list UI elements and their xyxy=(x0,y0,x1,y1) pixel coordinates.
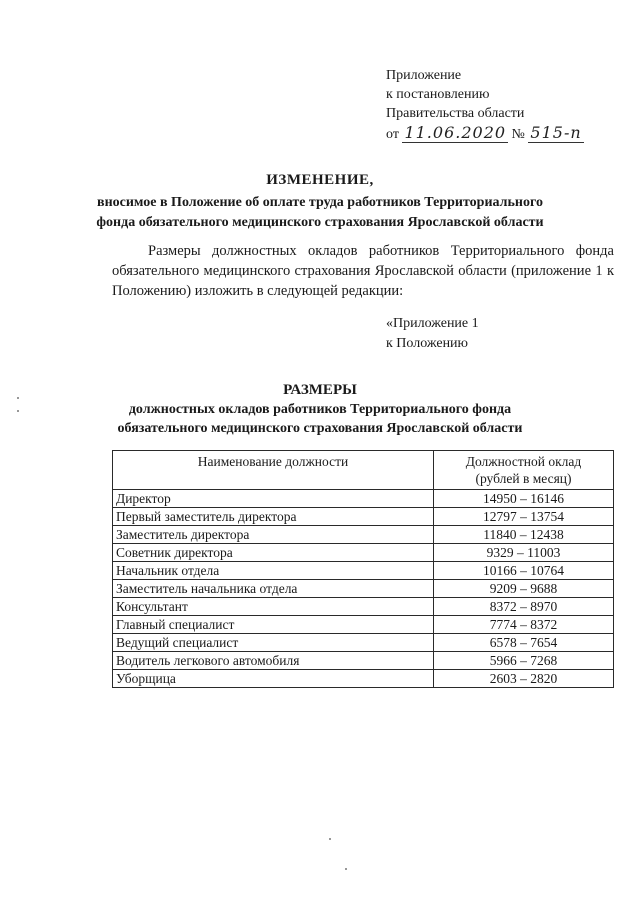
number-prefix: № xyxy=(511,127,525,142)
position-cell: Заместитель директора xyxy=(113,526,434,544)
annex-header-line2: к постановлению xyxy=(386,87,490,102)
position-cell: Заместитель начальника отдела xyxy=(113,580,434,598)
handwritten-date: 11.06.2020 xyxy=(404,123,507,142)
salary-cell: 8372 – 8970 xyxy=(434,598,614,616)
table-row xyxy=(113,562,614,580)
header-salary-line1: Должностной оклад xyxy=(465,454,582,469)
table-subtitle xyxy=(0,400,640,438)
table-row xyxy=(113,508,614,526)
salary-cell: 12797 – 13754 xyxy=(434,508,614,526)
table-subtitle-line1: должностных окладов работников Территориального фонда xyxy=(128,402,512,417)
annex-date-line xyxy=(386,123,584,144)
annex-quote-line2: к Положению xyxy=(386,336,469,351)
annex-header-line3: Правительства области xyxy=(386,106,525,121)
salary-table xyxy=(112,450,614,688)
annex-quote-line1: «Приложение 1 xyxy=(386,316,479,331)
scan-speck xyxy=(17,410,19,412)
salary-cell: 9329 – 11003 xyxy=(434,544,614,562)
scan-speck xyxy=(329,838,331,840)
salary-cell: 6578 – 7654 xyxy=(434,634,614,652)
annex-header-line1: Приложение xyxy=(386,68,462,83)
position-cell: Уборщица xyxy=(113,670,434,688)
document-title: ИЗМЕНЕНИЕ, xyxy=(266,172,374,188)
table-row xyxy=(113,670,614,688)
handwritten-number: 515-п xyxy=(530,123,582,142)
salary-cell: 5966 – 7268 xyxy=(434,652,614,670)
table-body xyxy=(113,490,614,688)
salary-cell: 14950 – 16146 xyxy=(434,490,614,508)
table-title: РАЗМЕРЫ xyxy=(283,382,357,398)
salary-cell: 9209 – 9688 xyxy=(434,580,614,598)
position-cell: Консультант xyxy=(113,598,434,616)
salary-cell: 2603 – 2820 xyxy=(434,670,614,688)
header-position: Наименование должности xyxy=(113,451,434,490)
salary-cell: 11840 – 12438 xyxy=(434,526,614,544)
position-cell: Начальник отдела xyxy=(113,562,434,580)
document-subtitle xyxy=(0,193,640,233)
position-cell: Директор xyxy=(113,490,434,508)
table-subtitle-line2: обязательного медицинского страхования Ярославской области xyxy=(117,421,523,436)
date-prefix: от xyxy=(386,127,399,142)
table-row xyxy=(113,544,614,562)
table-row xyxy=(113,616,614,634)
table-row xyxy=(113,490,614,508)
scan-speck xyxy=(345,868,347,870)
salary-cell: 7774 – 8372 xyxy=(434,616,614,634)
annex-quote xyxy=(386,314,479,354)
table-row xyxy=(113,652,614,670)
position-cell: Ведущий специалист xyxy=(113,634,434,652)
table-row xyxy=(113,598,614,616)
table-row xyxy=(113,580,614,598)
salary-cell: 10166 – 10764 xyxy=(434,562,614,580)
table-row xyxy=(113,634,614,652)
document-subtitle-line1: вносимое в Положение об оплате труда работников Территориального xyxy=(97,195,543,210)
position-cell: Главный специалист xyxy=(113,616,434,634)
position-cell: Первый заместитель директора xyxy=(113,508,434,526)
table-header-row xyxy=(113,451,614,490)
scan-speck xyxy=(17,397,19,399)
body-paragraph-text: Размеры должностных окладов работников Территориального фонда обязательного медицинского страхования Ярославской области (приложение 1 к Положению) изложить в следующей редакции: xyxy=(112,243,614,299)
position-cell: Водитель легкового автомобиля xyxy=(113,652,434,670)
table-row xyxy=(113,526,614,544)
body-paragraph xyxy=(112,241,614,301)
annex-header xyxy=(386,66,584,144)
position-cell: Советник директора xyxy=(113,544,434,562)
document-subtitle-line2: фонда обязательного медицинского страхования Ярославской области xyxy=(96,215,544,230)
header-salary-line2: (рублей в месяц) xyxy=(475,471,572,486)
header-salary xyxy=(434,451,614,490)
